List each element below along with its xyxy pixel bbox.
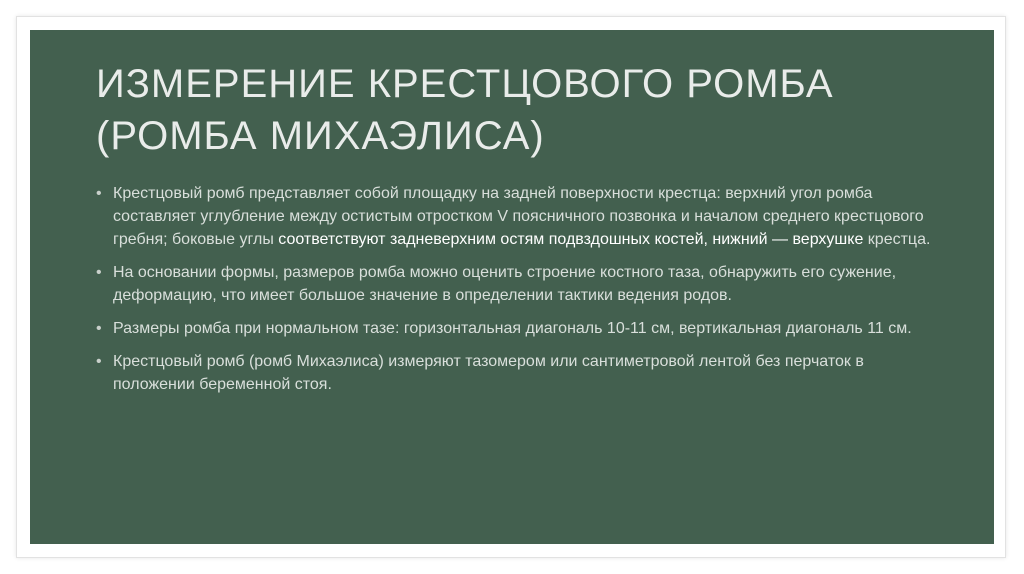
bullet-text-tail: крестца. [863,231,931,248]
bullet-dot: • [96,185,102,202]
bullet-text: На основании формы, размеров ромба можно оценить строение костного таза, обнаружить его сужение, деформацию, что имеет большое значение в определении тактики ведения родов. [113,264,897,304]
bullet-text: Крестцовый ромб представляет собой площадку на задней поверхности крестца: верхний угол ромба составляет углубление между остистым отростком V поясничного позвонка и началом среднего крестцового гребня; боковые углы [113,185,924,248]
bullet-dot: • [96,353,102,370]
bullet-item-4 [96,350,946,396]
bullet-text-highlight: соответствуют задневерхним остям подвздошных костей, нижний — верхушке [278,231,864,248]
bullet-list [96,182,946,406]
slide [30,30,994,544]
bullet-text: Размеры ромба при нормальном тазе: горизонтальная диагональ 10-11 см, вертикальная диагональ 11 см. [113,320,912,337]
bullet-item-2 [96,261,946,307]
bullet-dot: • [96,320,102,337]
slide-title: ИЗМЕРЕНИЕ КРЕСТЦОВОГО РОМБА (РОМБА МИХАЭЛИСА) [96,62,834,158]
bullet-dot: • [96,264,102,281]
bullet-item-1 [96,182,946,251]
bullet-text: Крестцовый ромб (ромб Михаэлиса) измеряют тазомером или сантиметровой лентой без перчаток в положении беременной стоя. [113,353,864,393]
bullet-item-3 [96,317,946,340]
